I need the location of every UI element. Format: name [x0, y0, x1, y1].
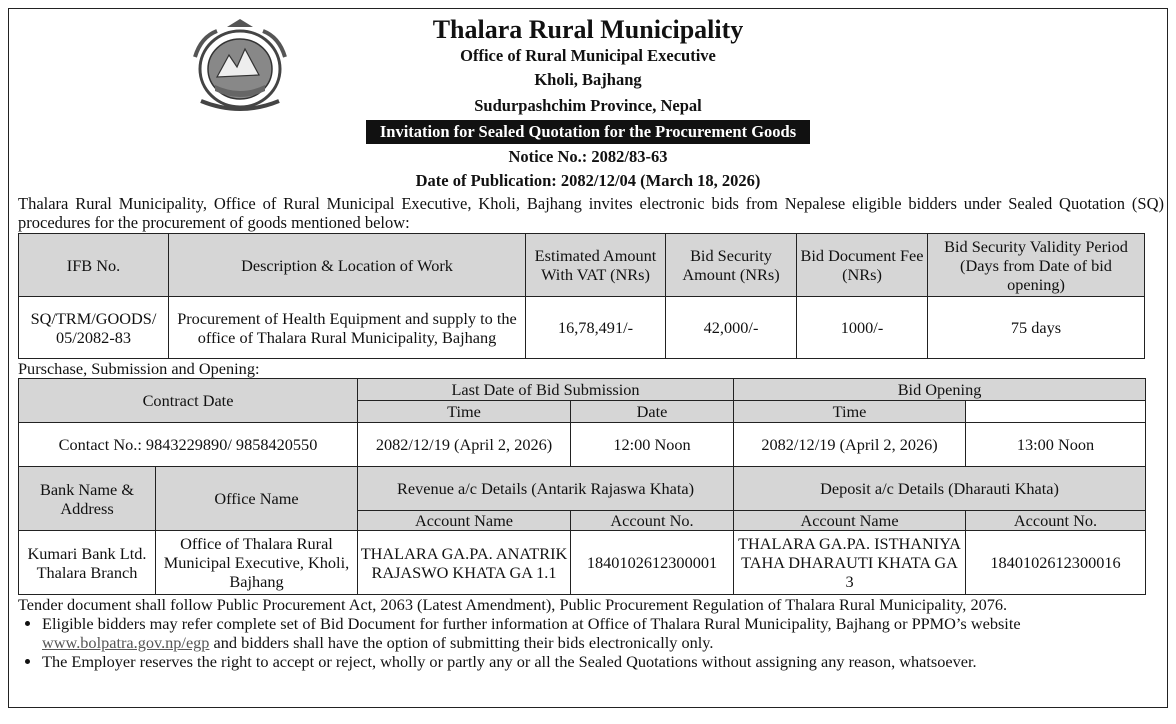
nepal-emblem-icon: [187, 17, 293, 117]
notice-number: Notice No.: 2082/83-63: [508, 147, 668, 166]
notice-page: [8, 8, 1168, 708]
office-name: Office of Rural Municipal Executive: [460, 46, 716, 65]
cell-ifb-no: SQ/TRM/GOODS/ 05/2082-83: [19, 297, 169, 359]
deposit-header: Deposit a/c Details (Dharauti Khata): [734, 467, 1146, 511]
bank-header: Bank Name & Address: [19, 467, 156, 531]
table-row: [19, 423, 1146, 467]
intro-paragraph: Thalara Rural Municipality, Office of Rural Municipal Executive, Kholi, Bajhang invites electronic bids from Nepalese eligible bidders under Sealed Quotation (SQ) procedures for the procurement of goods mentioned below:: [18, 194, 1164, 232]
office-name-cell: Office of Thalara Rural Municipal Executive, Kholi, Bajhang: [156, 531, 358, 595]
contact-number: Contact No.: 9843229890/ 9858420550: [19, 423, 358, 467]
list-item: [42, 614, 1161, 652]
opening-time-header: Time: [734, 401, 966, 423]
submission-time-header: Time: [358, 401, 571, 423]
bullet-text: Eligible bidders may refer complete set of Bid Document for further information at Office of Thalara Rural Municipality, Bajhang or PPMO’s website: [42, 614, 1021, 633]
bolpatra-link[interactable]: www.bolpatra.gov.np/egp: [42, 633, 210, 652]
cell-estimated-amount: 16,78,491/-: [526, 297, 666, 359]
opening-blank-header: [966, 401, 1146, 423]
office-location: Kholi, Bajhang: [534, 70, 642, 89]
header-estimated-amount: Estimated Amount With VAT (NRs): [526, 234, 666, 297]
header-bid-fee: Bid Document Fee (NRs): [797, 234, 928, 297]
submission-date: 2082/12/19 (April 2, 2026): [358, 423, 571, 467]
bid-opening-header: Bid Opening: [734, 379, 1146, 401]
revenue-account-no-header: Account No.: [571, 511, 734, 531]
deposit-account-name-header: Account Name: [734, 511, 966, 531]
header-bid-security: Bid Security Amount (NRs): [666, 234, 797, 297]
bullet-text: The Employer reserves the right to accept or reject, wholly or partly any or all the Sealed Quotations without assigning any reason, whatsoever.: [42, 652, 977, 671]
submission-date-header: Date: [571, 401, 734, 423]
footer-note: Tender document shall follow Public Procurement Act, 2063 (Latest Amendment), Public Procurement Regulation of Thalara Rural Municipality, 2076.: [18, 595, 1008, 614]
submission-table: [18, 378, 1146, 595]
table-row: [19, 297, 1145, 359]
header-ifb-no: IFB No.: [19, 234, 169, 297]
deposit-account-no-header: Account No.: [966, 511, 1146, 531]
section-label: Purschase, Submission and Opening:: [18, 359, 260, 378]
bank-name: Kumari Bank Ltd. Thalara Branch: [19, 531, 156, 595]
cell-bid-security: 42,000/-: [666, 297, 797, 359]
opening-date: 2082/12/19 (April 2, 2026): [734, 423, 966, 467]
table-row: [19, 531, 1146, 595]
procurement-table: [18, 233, 1145, 359]
office-header: Office Name: [156, 467, 358, 531]
submission-time: 12:00 Noon: [571, 423, 734, 467]
bullet-text-cont: and bidders shall have the option of submitting their bids electronically only.: [209, 633, 714, 652]
revenue-account-no: 1840102612300001: [571, 531, 734, 595]
list-item: [42, 652, 1161, 671]
opening-time: 13:00 Noon: [966, 423, 1146, 467]
province: Sudurpashchim Province, Nepal: [474, 96, 702, 115]
cell-validity: 75 days: [928, 297, 1145, 359]
contract-date-header: Contract Date: [19, 379, 358, 423]
deposit-account-name: THALARA GA.PA. ISTHANIYA TAHA DHARAUTI KHATA GA 3: [734, 531, 966, 595]
revenue-header: Revenue a/c Details (Antarik Rajaswa Khata): [358, 467, 734, 511]
cell-bid-fee: 1000/-: [797, 297, 928, 359]
org-title: Thalara Rural Municipality: [432, 15, 744, 44]
revenue-account-name: THALARA GA.PA. ANATRIK RAJASWO KHATA GA 1.1: [358, 531, 571, 595]
publication-date: Date of Publication: 2082/12/04 (March 18, 2026): [415, 171, 761, 190]
deposit-account-no: 1840102612300016: [966, 531, 1146, 595]
notice-banner: Invitation for Sealed Quotation for the Procurement Goods: [366, 120, 810, 144]
revenue-account-name-header: Account Name: [358, 511, 571, 531]
header-description: Description & Location of Work: [169, 234, 526, 297]
footer-bullets: [9, 614, 1167, 671]
header-validity: Bid Security Validity Period (Days from Date of bid opening): [928, 234, 1145, 297]
last-date-header: Last Date of Bid Submission: [358, 379, 734, 401]
cell-description: Procurement of Health Equipment and supply to the office of Thalara Rural Municipality, Bajhang: [169, 297, 526, 359]
